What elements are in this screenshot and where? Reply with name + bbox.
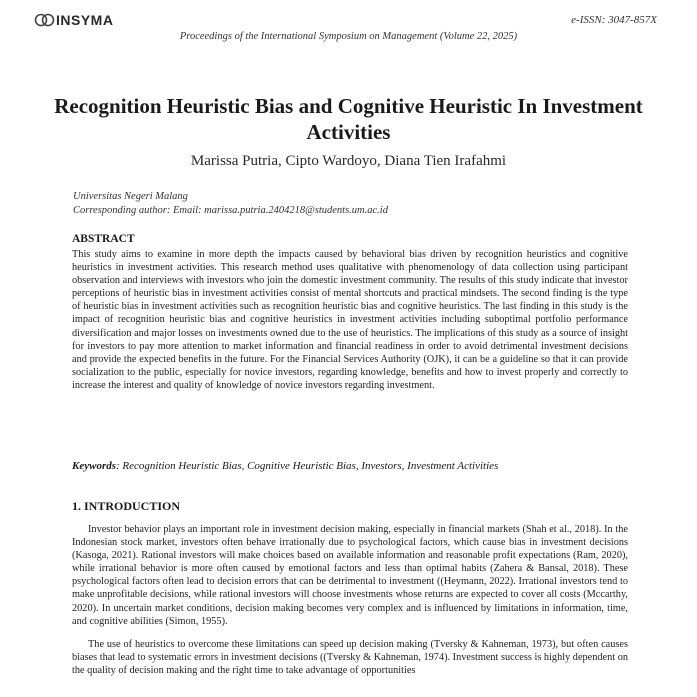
insyma-logo — [34, 12, 113, 28]
abstract-heading: ABSTRACT — [72, 233, 135, 245]
proceedings-line: Proceedings of the International Symposium on Management (Volume 22, 2025) — [179, 31, 518, 42]
keywords-line: Keywords: Recognition Heuristic Bias, Cognitive Heuristic Bias, Investors, Investment Activities — [72, 460, 499, 472]
affiliations — [73, 190, 388, 218]
paper-title: Recognition Heuristic Bias and Cognitive Heuristic In Investment Activities — [54, 94, 643, 144]
issn-label: e-ISSN: 3047-857X — [571, 14, 657, 26]
keywords-list: Recognition Heuristic Bias, Cognitive Heuristic Bias, Investors, Investment Activities — [122, 460, 499, 472]
abstract-text: This study aims to examine in more depth the impacts caused by behavioral bias driven by recognition heuristics and cognitive heuristics in investment activities. This research method uses qualitative with phenomenology of data collection using participant observation and interviews with investors who join the domestic investment community. The results of this study indicate that investor perceptions of heuristic bias in investment activities consist of mental shortcuts and practical mindsets. The second finding is the type of heuristic bias in investment activities such as recognition heuristic bias and cognitive heuristics. The last finding in this study is the impact of recognition heuristic bias and cognitive heuristics in investment activities including suboptimal portfolio performance diversification and major losses on investments owned due to the use of heuristics. The implications of this study as a source of insight for investors to pay more attention to market information and financial readiness in order to avoid detrimental investment decisions and provide the expected benefits in the future. For the Financial Services Authority (OJK), it can be a guideline so that it can provide socialization to the public, especially for novice investors, regarding knowledge, benefits and how to invest properly and correctly to increase the interest and quality of knowledge of novice investors regarding investment. — [72, 249, 628, 391]
intro-paragraph: The use of heuristics to overcome these limitations can speed up decision making (Tversky & Kahneman, 1973), but often causes biases that lead to systematic errors in investment decisions ((Tversky & Kahneman, 1974). Investment success is highly dependent on the quality of decision making and the right time to take advantage of opportunities — [72, 638, 628, 676]
logo-text: INSYMA — [56, 12, 114, 28]
page-header — [34, 12, 657, 32]
section-heading-introduction: 1. INTRODUCTION — [72, 499, 181, 513]
corresponding-author: Corresponding author: Email: marissa.putria.2404218@students.um.ac.id — [73, 205, 388, 216]
affiliation-university: Universitas Negeri Malang — [73, 191, 188, 202]
introduction-body — [72, 523, 628, 687]
intro-paragraph: Investor behavior plays an important role in investment decision making, especially in financial markets (Shah et al., 2018). In the Indonesian stock market, investors often behave irrationally due to psychological factors, which cause bias in investment decisions (Kasoga, 2021). Rational investors will make choices based on available information and reasonable profit expectations (Ram, 2020), while irrational behavior is more often caused by emotional factors and less than optimal habits (Zahera & Bansal, 2018). These psychological factors often lead to decision errors that can be detrimental to investment ((Heymann, 2022). Irrational investors tend to make unprofitable decisions, while rational investors will choose investments whose returns are expected to cover all costs (Mccarthy, 2020). In uncertain market conditions, decision making becomes very complex and is influenced by limitations in information, time, and cognitive abilities (Simon, 1955). — [72, 524, 628, 627]
paper-authors: Marissa Putria, Cipto Wardoyo, Diana Tien Irafahmi — [190, 153, 507, 169]
logo-rings-icon — [34, 13, 56, 27]
keywords-label: Keywords — [72, 460, 116, 472]
